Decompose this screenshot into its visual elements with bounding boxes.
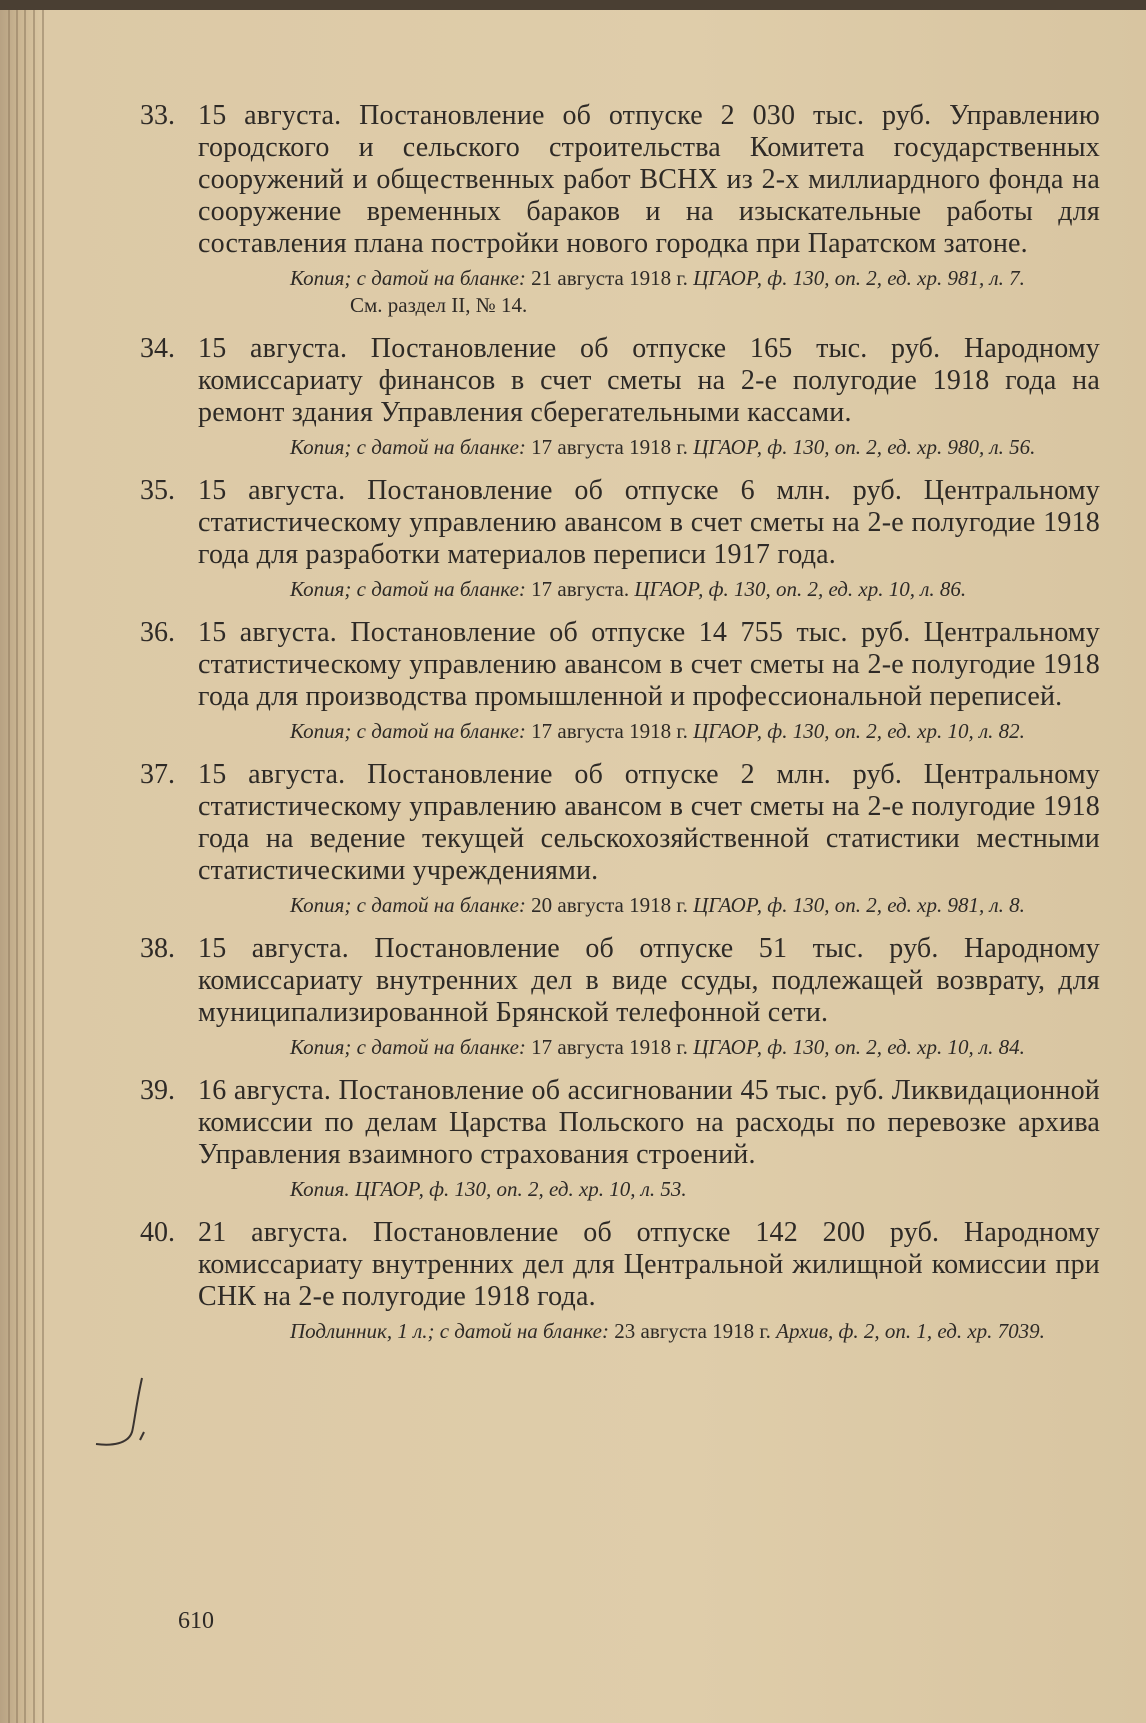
source-label: Подлинник, 1 л.; с датой на бланке: [290, 1319, 609, 1343]
source-reference: ЦГАОР, ф. 130, оп. 2, ед. хр. 10, л. 53. [354, 1177, 687, 1201]
entry-source [290, 1176, 1100, 1203]
page-edge-line [16, 10, 18, 1723]
entry-35 [140, 475, 1100, 603]
entry-39 [140, 1075, 1100, 1203]
page-top-edge [0, 0, 1146, 10]
source-date: 17 августа. [531, 577, 630, 601]
entry-34 [140, 333, 1100, 461]
source-label: Копия; с датой на бланке: [290, 266, 526, 290]
entry-text: 15 августа. Постановление об отпуске 2 030 тыс. руб. Управлению городского и сельского строительства Комитета государственных сооружений и общественных работ ВСНХ из 2-х миллиардного фонда на сооружение временных бараков и на изыскательные работы для составления плана постройки нового городка при Паратском затоне. [198, 100, 1100, 259]
page-edge-line [33, 10, 35, 1723]
entry-source [290, 1034, 1100, 1061]
source-reference: ЦГАОР, ф. 130, оп. 2, ед. хр. 10, л. 84. [693, 1035, 1025, 1059]
see-also-note: См. раздел II, № 14. [350, 293, 528, 317]
entry-40 [140, 1217, 1100, 1345]
source-date: 17 августа 1918 г. [531, 719, 688, 743]
source-date: 20 августа 1918 г. [531, 893, 688, 917]
page-number: 610 [178, 1608, 214, 1634]
entry-source [290, 265, 1100, 292]
entry-number: 37. [140, 759, 175, 790]
source-reference: ЦГАОР, ф. 130, оп. 2, ед. хр. 10, л. 86. [634, 577, 967, 601]
entry-38 [140, 933, 1100, 1061]
source-label: Копия; с датой на бланке: [290, 719, 526, 743]
source-label: Копия; с датой на бланке: [290, 577, 526, 601]
entry-number: 38. [140, 933, 175, 964]
page-edge-line [24, 10, 26, 1723]
source-label: Копия; с датой на бланке: [290, 1035, 526, 1059]
source-date: 21 августа 1918 г. [531, 266, 688, 290]
source-reference: Архив, ф. 2, оп. 1, ед. хр. 7039. [776, 1319, 1045, 1343]
entry-36 [140, 617, 1100, 745]
entry-number: 34. [140, 333, 175, 364]
entry-number: 40. [140, 1217, 175, 1248]
source-reference: ЦГАОР, ф. 130, оп. 2, ед. хр. 980, л. 56. [693, 435, 1036, 459]
source-date: 23 августа 1918 г. [614, 1319, 771, 1343]
entry-37 [140, 759, 1100, 919]
entry-text: 15 августа. Постановление об отпуске 6 млн. руб. Центральному статистическому управлению авансом в счет сметы на 2-е полугодие 1918 года для разработки материалов переписи 1917 года. [198, 475, 1100, 570]
entry-text: 15 августа. Постановление об отпуске 14 755 тыс. руб. Центральному статистическому управлению авансом в счет сметы на 2-е полугодие 1918 года для производства промышленной и профессиональной переписей. [198, 617, 1100, 712]
source-reference: ЦГАОР, ф. 130, оп. 2, ед. хр. 981, л. 7. [693, 266, 1025, 290]
entry-text: 16 августа. Постановление об ассигновании 45 тыс. руб. Ликвидационной комиссии по делам Царства Польского на расходы по перевозке архива Управления взаимного страхования строений. [198, 1075, 1100, 1170]
source-reference: ЦГАОР, ф. 130, оп. 2, ед. хр. 10, л. 82. [693, 719, 1025, 743]
entry-text: 21 августа. Постановление об отпуске 142 200 руб. Народному комиссариату внутренних дел для Центральной жилищной комиссии при СНК на 2-е полугодие 1918 года. [198, 1217, 1100, 1312]
entry-text: 15 августа. Постановление об отпуске 2 млн. руб. Центральному статистическому управлению авансом в счет сметы на 2-е полугодие 1918 года на ведение текущей сельскохозяйственной статистики местными статистическими учреждениями. [198, 759, 1100, 886]
entries-list [140, 100, 1100, 1359]
entry-33 [140, 100, 1100, 319]
handwritten-margin-mark [92, 1370, 162, 1460]
entry-source [290, 718, 1100, 745]
source-reference: ЦГАОР, ф. 130, оп. 2, ед. хр. 981, л. 8. [693, 893, 1025, 917]
entry-source [290, 434, 1100, 461]
source-label: Копия; с датой на бланке: [290, 893, 526, 917]
page-edge-line [42, 10, 44, 1723]
entry-text: 15 августа. Постановление об отпуске 51 тыс. руб. Народному комиссариату внутренних дел в виде ссуды, подлежащей возврату, для муниципализированной Брянской телефонной сети. [198, 933, 1100, 1028]
entry-source [290, 892, 1100, 919]
source-label: Копия. [290, 1177, 350, 1201]
entry-number: 36. [140, 617, 175, 648]
entry-number: 33. [140, 100, 175, 131]
source-label: Копия; с датой на бланке: [290, 435, 526, 459]
source-date: 17 августа 1918 г. [531, 435, 688, 459]
entry-source [290, 1318, 1100, 1345]
entry-text: 15 августа. Постановление об отпуске 165 тыс. руб. Народному комиссариату финансов в счет сметы на 2-е полугодие 1918 года на ремонт здания Управления сберегательными кассами. [198, 333, 1100, 428]
entry-source [290, 576, 1100, 603]
entry-number: 35. [140, 475, 175, 506]
entry-number: 39. [140, 1075, 175, 1106]
page-edge-line [8, 10, 10, 1723]
source-date: 17 августа 1918 г. [531, 1035, 688, 1059]
